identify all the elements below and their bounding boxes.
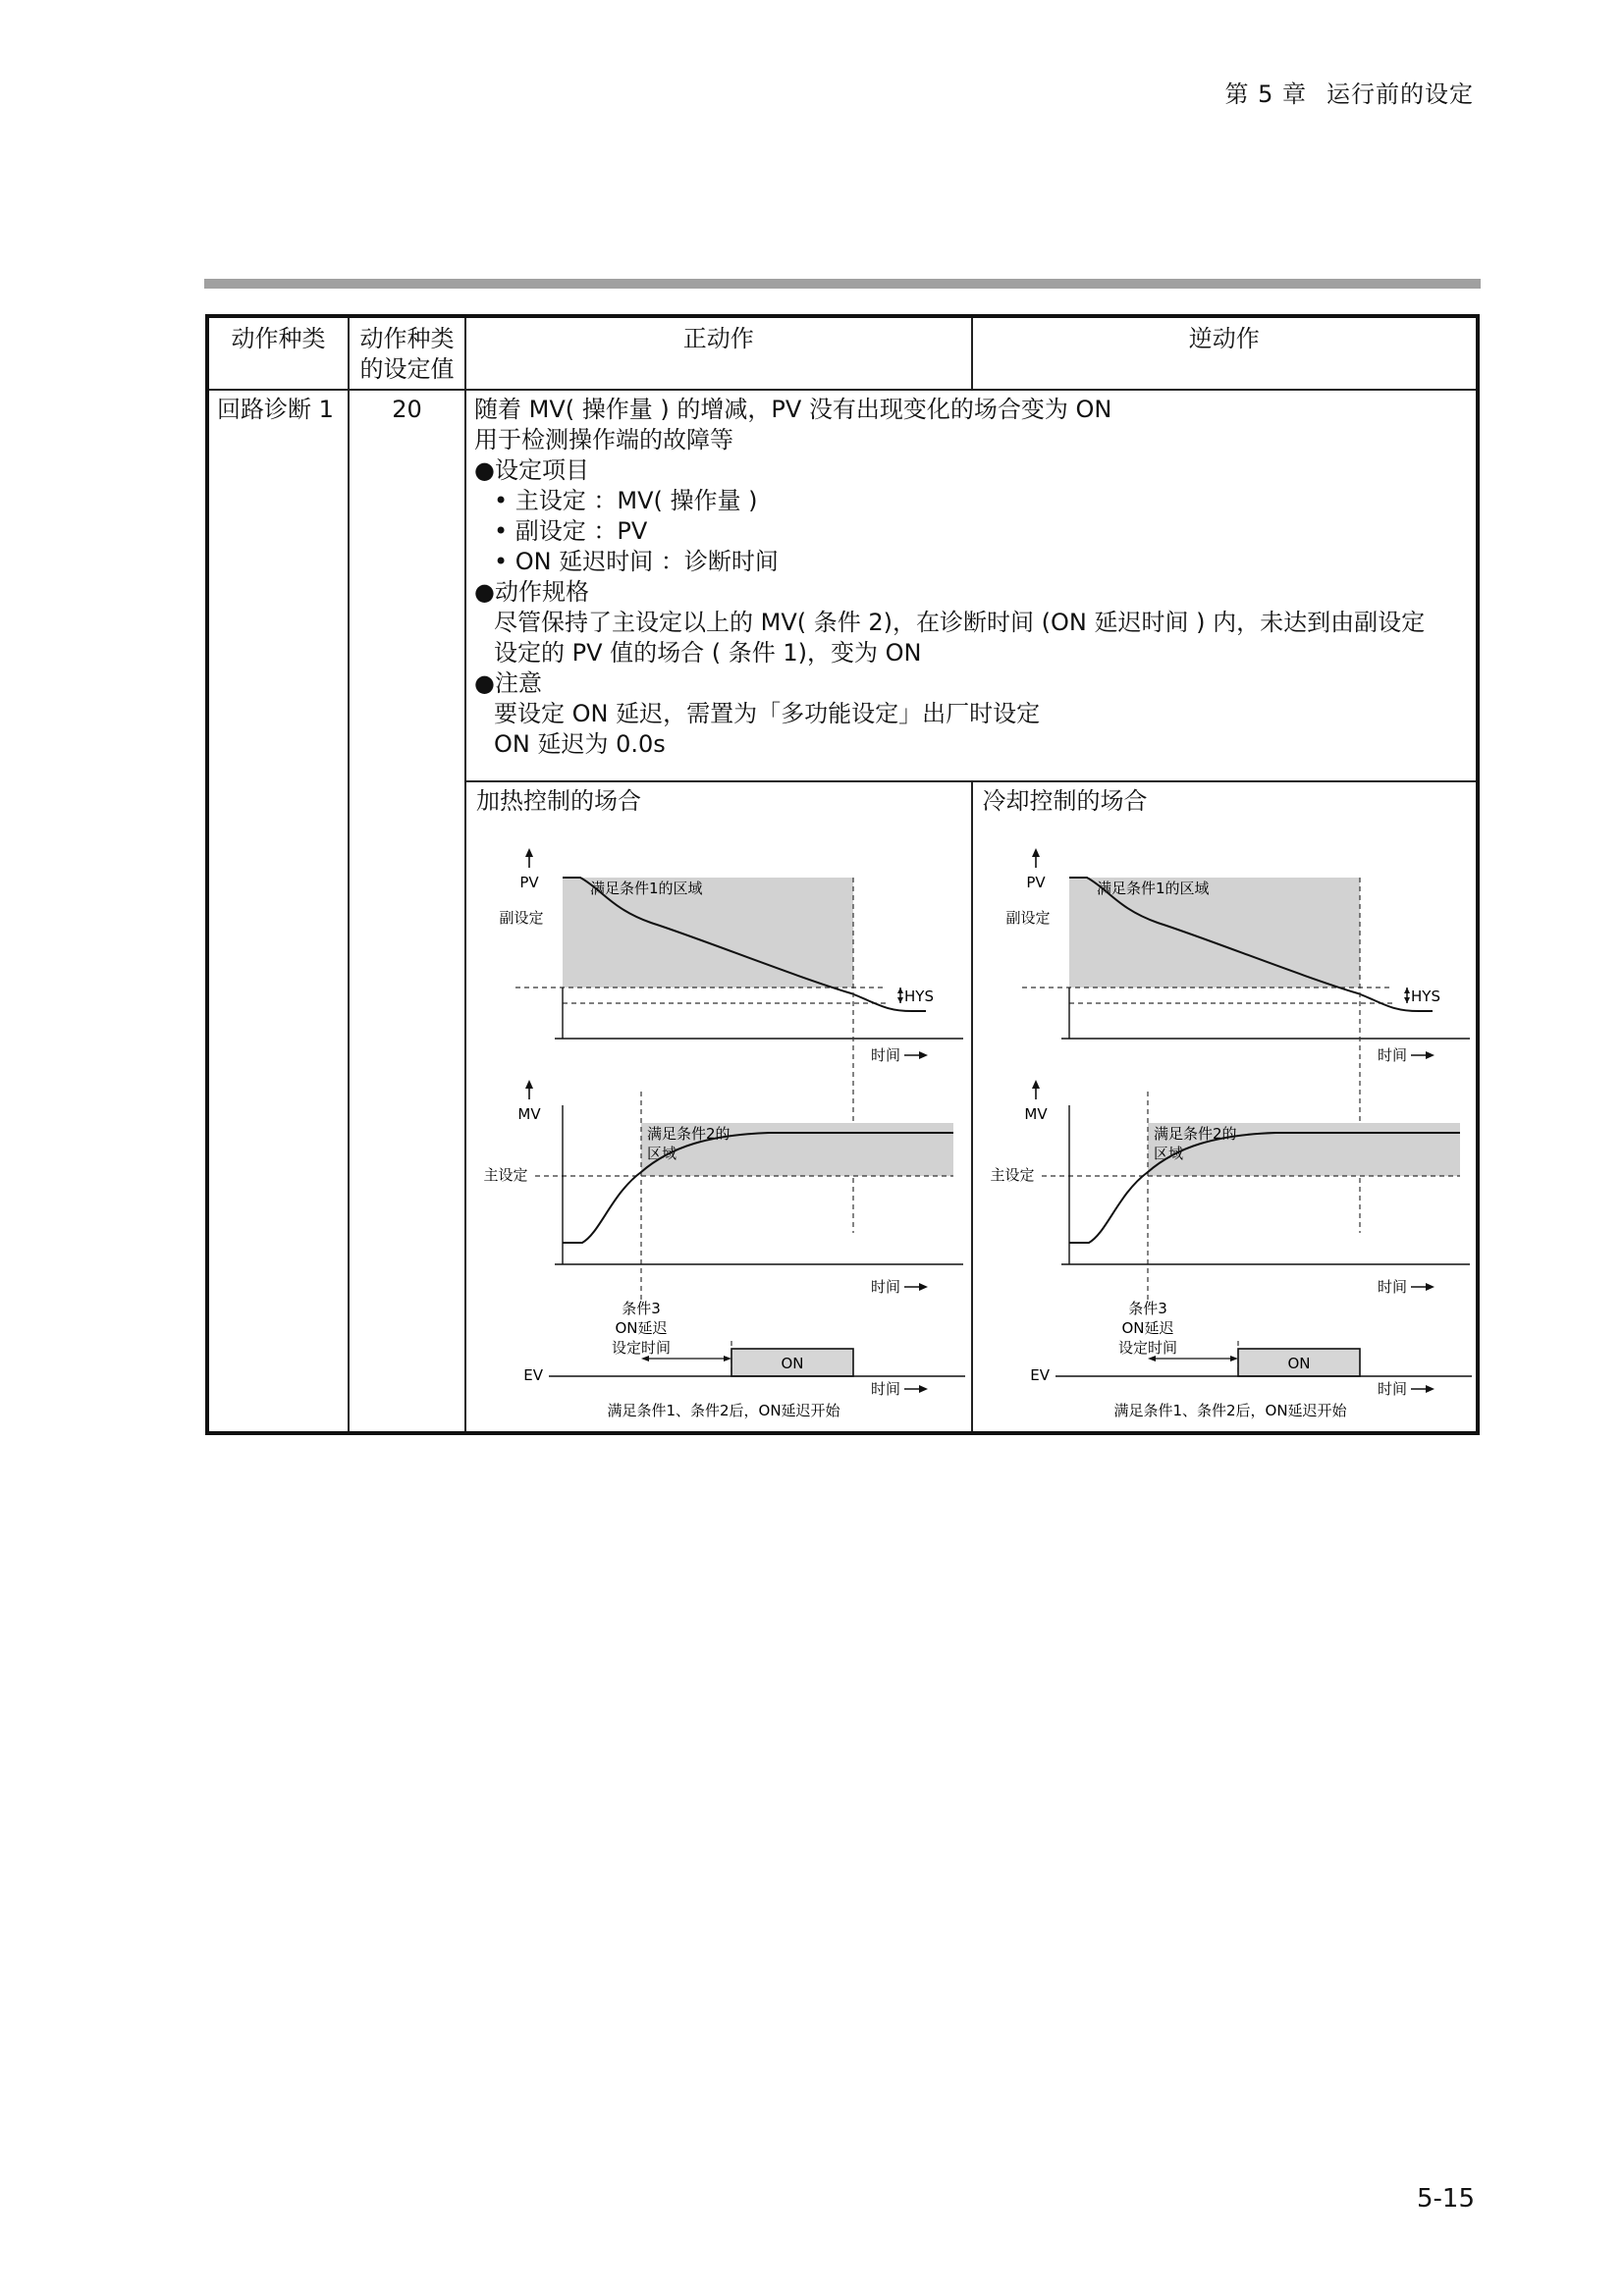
condition3-label-3: 设定时间 (1117, 1339, 1177, 1357)
hys-label: HYS (904, 988, 934, 1005)
condition3-label-1: 条件3 (622, 1300, 661, 1317)
pv-arrow-head (525, 848, 533, 857)
pv-arrow-head (1032, 848, 1040, 857)
time-label: 时间 (870, 1046, 900, 1064)
note-line: ON 延迟为 0.0s (494, 730, 666, 758)
time-label: 时间 (870, 1278, 900, 1296)
spec-line: 尽管保持了主设定以上的 MV( 条件 2)，在诊断时间 (ON 延迟时间 ) 内，未达到由副设定 (494, 609, 1426, 636)
header-value-line2: 的设定值 (359, 355, 455, 383)
condition2-label-2: 区域 (1153, 1145, 1183, 1162)
spec-line: 设定的 PV 值的场合 ( 条件 1)，变为 ON (494, 639, 922, 667)
table-row (207, 390, 1478, 781)
condition3-label-2: ON延迟 (1120, 1319, 1174, 1337)
main-setting-label: 主设定 (989, 1166, 1035, 1184)
header-direct-action: 正动作 (465, 316, 972, 390)
cooling-timing-diagram (981, 821, 1480, 1419)
setting-item: • ON 延迟时间 ：诊断时间 (494, 548, 779, 575)
time-arrow-2-head (1426, 1283, 1435, 1291)
header-value-line1: 动作种类 (359, 325, 455, 352)
pv-label: PV (519, 874, 539, 891)
mv-arrow-head (1032, 1080, 1040, 1089)
condition1-label: 满足条件1的区域 (1096, 880, 1210, 897)
condition1-label: 满足条件1的区域 (590, 880, 703, 897)
header-action-kind: 动作种类 (207, 316, 349, 390)
diagram-caption: 满足条件1、条件2后，ON延迟开始 (1112, 1402, 1347, 1419)
mv-label: MV (1023, 1105, 1048, 1123)
cooling-diagram-cell (972, 781, 1479, 1433)
row-value: 20 (349, 390, 465, 1433)
setting-item: • 副设定 ：PV (494, 517, 648, 545)
header-action-value (349, 316, 465, 390)
table-header-row (207, 316, 1478, 390)
ev-label: EV (523, 1366, 543, 1384)
time-label: 时间 (1377, 1380, 1407, 1398)
heating-diagram-cell (465, 781, 972, 1433)
on-label: ON (1286, 1355, 1311, 1372)
condition2-label-1: 满足条件2的 (1153, 1125, 1237, 1143)
summary-line-2: 用于检测操作端的故障等 (474, 426, 733, 454)
chapter-title: 运行前的设定 (1326, 80, 1474, 108)
page-number: 5-15 (1416, 2184, 1475, 2214)
time-arrow-1-head (1426, 1051, 1435, 1059)
condition3-label-1: 条件3 (1127, 1300, 1167, 1317)
note-line: 要设定 ON 延迟，需置为「多功能设定」出厂时设定 (494, 700, 1041, 727)
chapter-number: 第 5 章 (1224, 80, 1307, 108)
condition2-label-2: 区域 (647, 1145, 677, 1162)
pv-label: PV (1025, 874, 1046, 891)
row-description (465, 390, 1478, 781)
on-label: ON (781, 1355, 804, 1372)
time-arrow-3-head (919, 1385, 928, 1393)
main-setting-label: 主设定 (483, 1166, 528, 1184)
setting-item: • 主设定 ：MV( 操作量 ) (494, 487, 758, 514)
ev-label: EV (1029, 1366, 1050, 1384)
heating-timing-diagram (474, 821, 973, 1419)
condition2-label-1: 满足条件2的 (647, 1125, 731, 1143)
row-kind: 回路诊断 1 (207, 390, 349, 1433)
time-label: 时间 (1377, 1278, 1407, 1296)
time-label: 时间 (870, 1380, 900, 1398)
hys-label: HYS (1410, 988, 1440, 1005)
section-rule (204, 279, 1481, 289)
header-reverse-action: 逆动作 (972, 316, 1479, 390)
condition3-label-2: ON延迟 (615, 1319, 668, 1337)
sub-setting-label: 副设定 (1004, 909, 1051, 927)
sub-setting-label: 副设定 (499, 909, 544, 927)
cooling-diagram-title: 冷却控制的场合 (982, 787, 1148, 815)
condition3-label-3: 设定时间 (611, 1339, 672, 1357)
section-note: ●注意 (474, 669, 542, 697)
time-arrow-3-head (1426, 1385, 1435, 1393)
time-arrow-1-head (919, 1051, 928, 1059)
time-label: 时间 (1377, 1046, 1407, 1064)
time-arrow-2-head (919, 1283, 928, 1291)
summary-line-1: 随着 MV( 操作量 ) 的增减，PV 没有出现变化的场合变为 ON (474, 396, 1112, 423)
action-type-table (205, 314, 1480, 1435)
mv-arrow-head (525, 1080, 533, 1089)
section-setting-items: ●设定项目 (474, 456, 589, 484)
diagram-caption: 满足条件1、条件2后，ON延迟开始 (607, 1402, 840, 1419)
section-action-spec: ●动作规格 (474, 578, 589, 606)
chapter-header (1224, 75, 1474, 109)
mv-label: MV (517, 1105, 541, 1123)
heating-diagram-title: 加热控制的场合 (476, 787, 641, 815)
